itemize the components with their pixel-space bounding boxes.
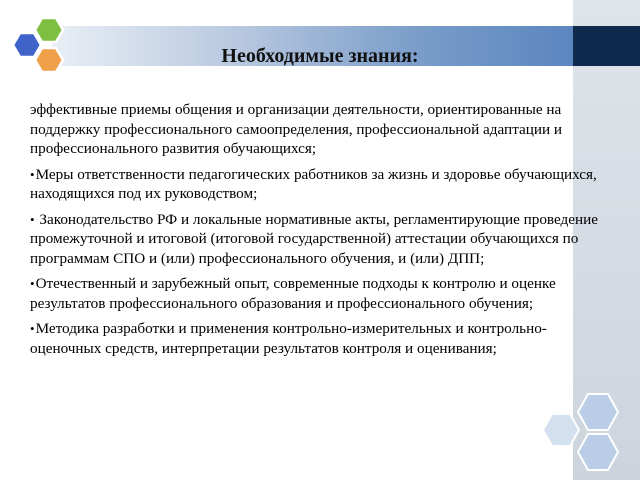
bullet-item (30, 210, 610, 269)
bullet-item (30, 274, 610, 313)
light-blue-hexagon-1 (578, 394, 618, 430)
light-blue-hexagon-2 (543, 414, 579, 446)
hexagon-cluster-bottom (530, 388, 640, 480)
bullet-text: Методика разработки и применения контрольно-измерительных и контрольно-оценочных средств, интерпретации результатов контроля и оценивания; (30, 320, 547, 357)
page-title: Необходимые знания: (221, 45, 419, 67)
hexagon-cluster-logo (6, 14, 76, 80)
intro-paragraph: эффективные приемы общения и организации деятельности, ориентированные на поддержку профессионального самоопределения, профессиональной адаптации и профессионального развития обучающихся; (30, 101, 563, 157)
bullet-glyph: • (30, 166, 35, 182)
content-body (30, 100, 610, 364)
bullet-glyph: • (30, 321, 35, 336)
orange-hexagon (35, 48, 63, 72)
bullet-item (30, 319, 610, 358)
green-hexagon (35, 18, 63, 42)
bullet-text: Отечественный и зарубежный опыт, современные подходы к контролю и оценке результатов профессионального образования и профессионального обучения; (30, 275, 556, 312)
light-blue-hexagon-3 (578, 434, 618, 470)
bullet-item (30, 165, 610, 204)
bullet-glyph: • (30, 211, 35, 227)
bullet-text: Меры ответственности педагогических работников за жизнь и здоровье обучающихся, находящихся под их руководством; (30, 165, 597, 202)
bullet-glyph: • (30, 276, 35, 291)
blue-hexagon (13, 33, 41, 57)
bullet-text: Законодательство РФ и локальные нормативные акты, регламентирующие проведение промежуточной и итоговой (итоговой государственной) аттестации обучающихся по программам СПО и (или) профессионального обучения, и (или) ДПП; (30, 210, 599, 267)
header-navy-block (573, 26, 640, 66)
